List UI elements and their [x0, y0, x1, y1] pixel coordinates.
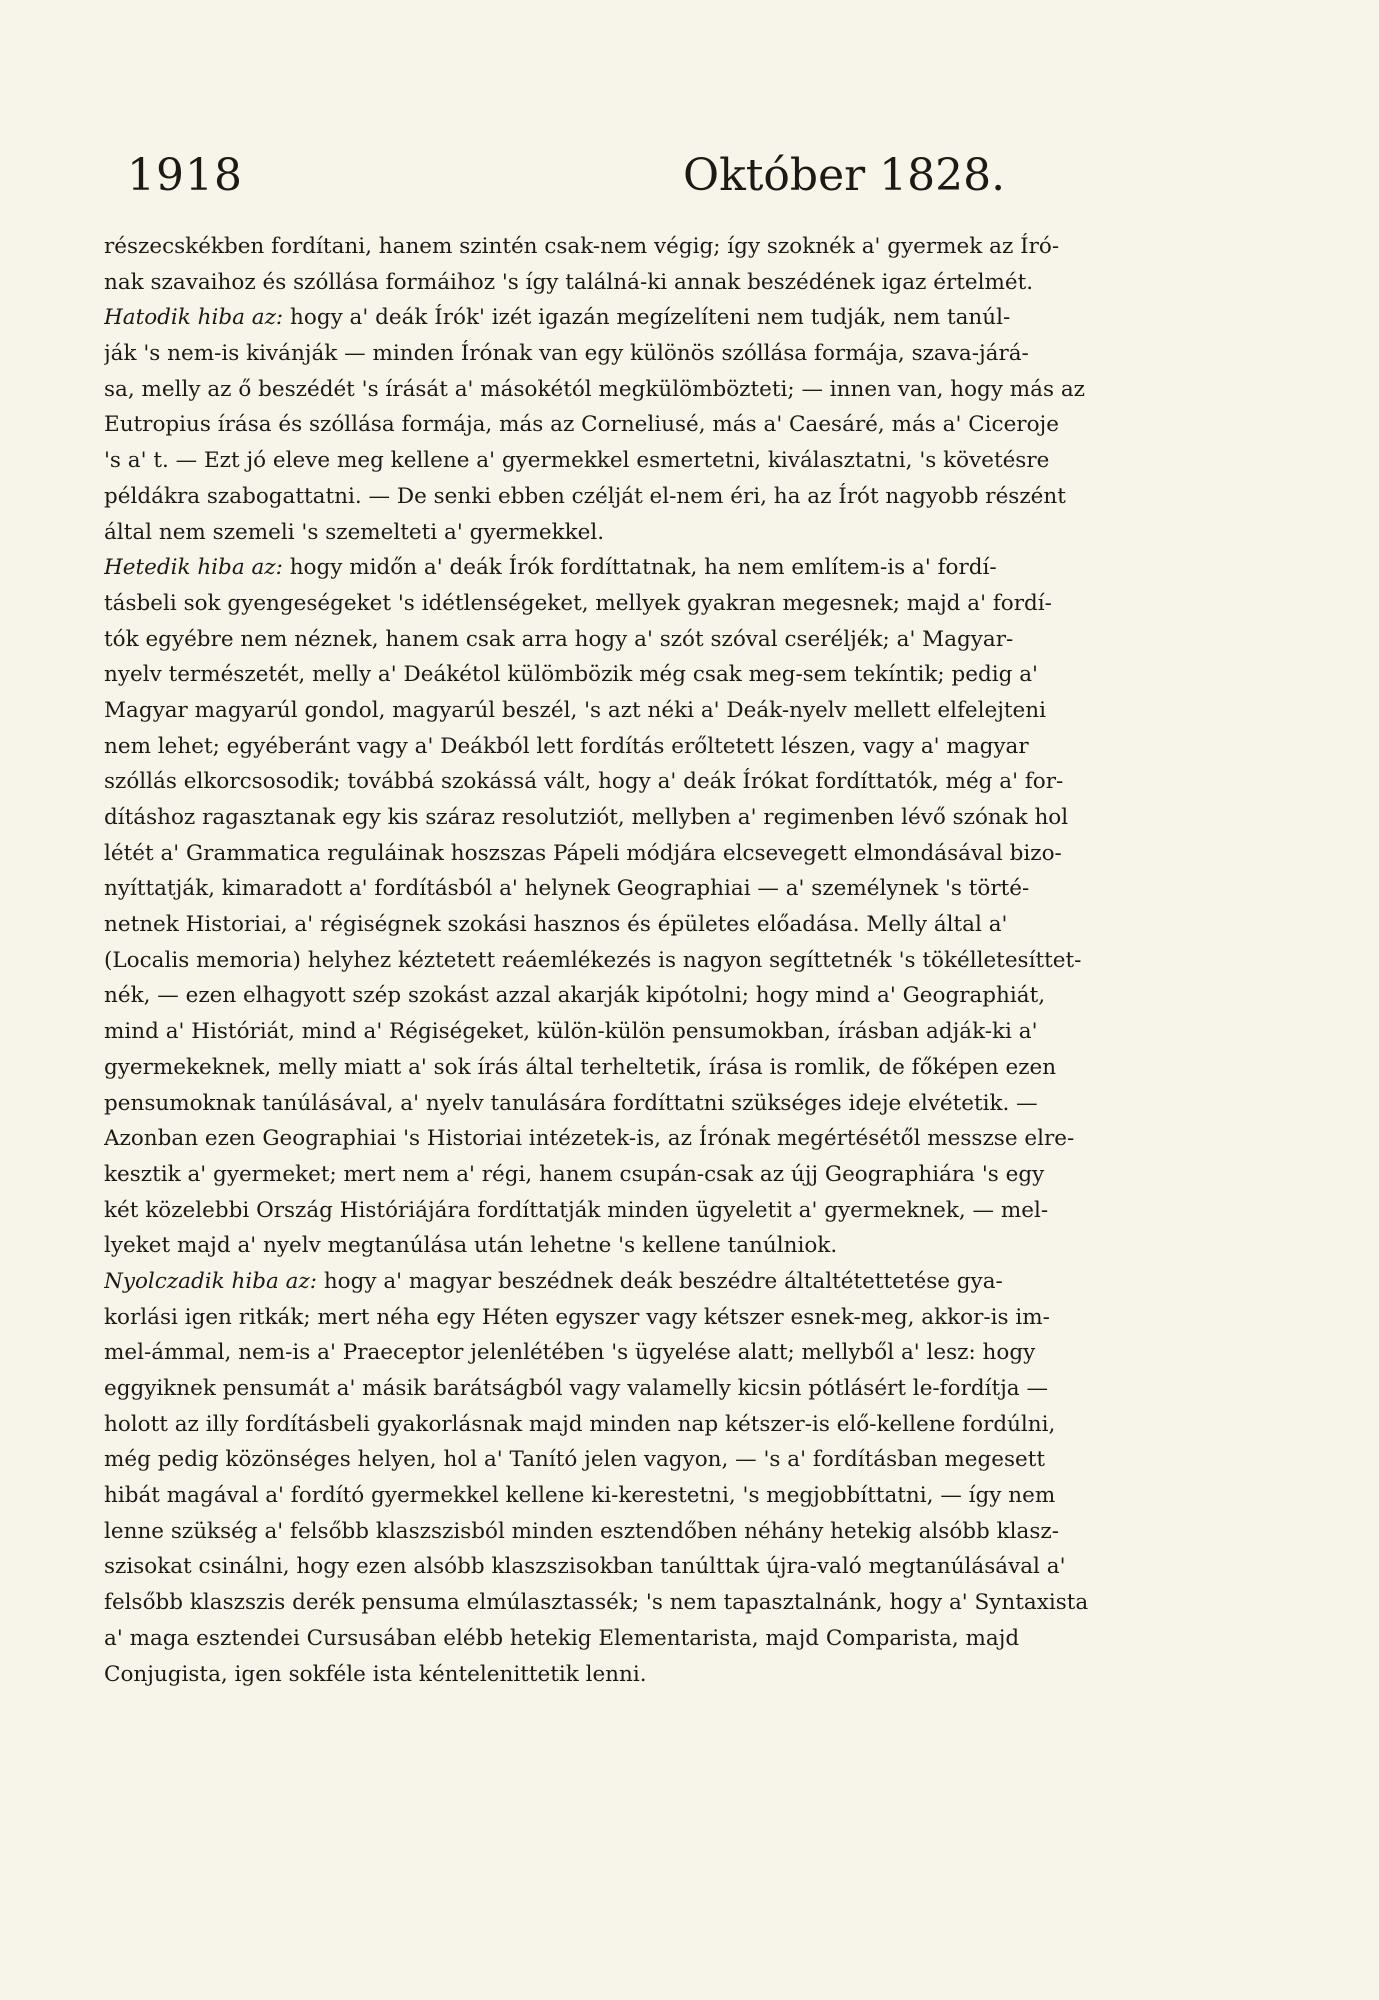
line-text: 's a' t. — Ezt jó eleve meg kellene a' gyermekkel esmertetni, kiválasztatni, 's követésre	[104, 448, 1050, 474]
line-text: által nem szemeli 's szemelteti a' gyermekkel.	[104, 519, 605, 545]
line-text: pensumoknak tanúlásával, a' nyelv tanulására fordíttatni szükséges ideje elvétetik. —	[104, 1090, 1038, 1116]
line-text: hogy a' deák Írók' izét igazán megízelíteni nem tudják, nem tanúl-	[283, 305, 1011, 331]
text-line	[104, 336, 1284, 372]
text-line	[104, 622, 1284, 658]
line-text: mind a' Históriát, mind a' Régiségeket, külön-külön pensumokban, írásban adják-ki a'	[104, 1019, 1038, 1045]
text-line	[104, 1335, 1284, 1371]
text-line	[104, 1086, 1284, 1122]
line-text: Magyar magyarúl gondol, magyarúl beszél, 's azt néki a' Deák-nyelv mellett elfelejteni	[104, 697, 1047, 723]
text-line	[104, 693, 1284, 729]
line-text: holott az illy fordításbeli gyakorlásnak majd minden nap kétszer-is elő-kellene fordúlni,	[104, 1411, 1056, 1437]
text-line	[104, 657, 1284, 693]
text-line	[104, 479, 1284, 515]
text-line	[104, 907, 1284, 943]
text-line	[104, 443, 1284, 479]
text-line	[104, 515, 1284, 551]
text-line	[104, 836, 1284, 872]
line-text: nem lehet; egyéberánt vagy a' Deákból lett fordítás erőltetett lészen, vagy a' magyar	[104, 733, 1029, 759]
line-text: szisokat csinálni, hogy ezen alsóbb klaszszisokban tanúlttak újra-való megtanúlásával a'	[104, 1554, 1066, 1580]
text-line	[104, 1300, 1284, 1336]
text-line	[104, 871, 1284, 907]
text-line	[104, 1621, 1284, 1657]
line-text: nyíttatják, kimaradott a' fordításból a' helynek Geographiai — a' személynek 's törté-	[104, 876, 1030, 902]
text-line	[104, 1193, 1284, 1229]
text-line	[104, 1478, 1284, 1514]
line-text: még pedig közönséges helyen, hol a' Tanító jelen vagyon, — 's a' fordításban megesett	[104, 1447, 1046, 1473]
text-line	[104, 1549, 1284, 1585]
line-text: lenne szükség a' felsőbb klaszszisból minden esztendőben néhány hetekig alsóbb klasz-	[104, 1518, 1059, 1544]
page-title: Október 1828.	[683, 150, 1006, 201]
line-text: mel-ámmal, nem-is a' Praeceptor jelenlétében 's ügyelése alatt; mellyből a' lesz: hogy	[104, 1340, 1036, 1366]
line-text: példákra szabogattatni. — De senki ebben czélját el-nem éri, ha az Írót nagyobb részént	[104, 483, 1066, 509]
text-line	[104, 586, 1284, 622]
text-line	[104, 1228, 1284, 1264]
text-line	[104, 800, 1284, 836]
text-line	[104, 265, 1284, 301]
text-line	[104, 300, 1284, 336]
text-line	[104, 1585, 1284, 1621]
section-lead: Hatodik hiba az:	[104, 305, 284, 331]
line-text: nék, — ezen elhagyott szép szokást azzal akarják kipótolni; hogy mind a' Geographiát,	[104, 983, 1046, 1009]
text-line	[104, 550, 1284, 586]
line-text: Eutropius írása és szóllása formája, más az Corneliusé, más a' Caesáré, más a' Ciceroje	[104, 412, 1059, 438]
line-text: Azonban ezen Geographiai 's Historiai intézetek-is, az Írónak megértésétől messzse elre-	[104, 1126, 1075, 1152]
line-text: részecskékben fordítani, hanem szintén csak-nem végig; így szoknék a' gyermek az Író-	[104, 234, 1060, 259]
line-text: Conjugista, igen sokféle ista kéntelenittetik lenni.	[104, 1661, 647, 1687]
text-line	[104, 1657, 1284, 1693]
line-text: a' maga esztendei Cursusában elébb hetekig Elementarista, majd Comparista, majd	[104, 1625, 1020, 1651]
text-line	[104, 1157, 1284, 1193]
text-line	[104, 407, 1284, 443]
line-text: hibát magával a' fordító gyermekkel kellene ki-kerestetni, 's megjobbíttatni, — így nem	[104, 1483, 1056, 1509]
line-text: eggyiknek pensumát a' másik barátságból vagy valamelly kicsin pótlásért le-fordítja —	[104, 1376, 1048, 1401]
line-text: tásbeli sok gyengeségeket 's idétlenségeket, mellyek gyakran megesnek; majd a' fordí-	[104, 590, 1052, 616]
text-line	[104, 1514, 1284, 1550]
line-text: nyelv természetét, melly a' Deákétol külömbözik még csak meg-sem tekíntik; pedig a'	[104, 662, 1038, 688]
text-line	[104, 1407, 1284, 1443]
text-line	[104, 229, 1284, 265]
section-lead: Hetedik hiba az:	[104, 555, 283, 581]
line-text: szóllás elkorcsosodik; továbbá szokássá vált, hogy a' deák Írókat fordíttatók, még a' for-	[104, 769, 1064, 795]
text-line	[104, 372, 1284, 408]
section-lead: Nyolczadik hiba az:	[104, 1268, 317, 1294]
text-line	[104, 1264, 1284, 1300]
text-line	[104, 764, 1284, 800]
text-line	[104, 1442, 1284, 1478]
text-line	[104, 729, 1284, 765]
line-text: korlási igen ritkák; mert néha egy Héten egyszer vagy kétszer esnek-meg, akkor-is im-	[104, 1304, 1050, 1330]
line-text: nak szavaihoz és szóllása formáihoz 's így találná-ki annak beszédének igaz értelmét.	[104, 269, 1034, 295]
text-line	[104, 1014, 1284, 1050]
text-line	[104, 1050, 1284, 1086]
line-text: létét a' Grammatica reguláinak hoszszas Pápeli módjára elcsevegett elmondásával bizo-	[104, 840, 1062, 866]
line-text: tók egyébre nem néznek, hanem csak arra hogy a' szót szóval cseréljék; a' Magyar-	[104, 626, 1014, 652]
line-text: ják 's nem-is kivánják — minden Írónak van egy különös szóllása formája, szava-járá-	[104, 341, 1029, 367]
text-line	[104, 1371, 1284, 1407]
line-text: felsőbb klaszszis derék pensuma elmúlasztassék; 's nem tapasztalnánk, hogy a' Syntaxista	[104, 1590, 1089, 1616]
line-text: lyeket majd a' nyelv megtanúlása után lehetne 's kellene tanúlniok.	[104, 1233, 838, 1259]
page-number: 1918	[127, 150, 243, 201]
running-header	[127, 150, 1267, 210]
line-text: kesztik a' gyermeket; mert nem a' régi, hanem csupán-csak az újj Geographiára 's egy	[104, 1161, 1045, 1187]
text-line	[104, 943, 1284, 979]
text-line	[104, 1121, 1284, 1157]
line-text: netnek Historiai, a' régiségnek szokási hasznos és épületes előadása. Melly által a'	[104, 912, 1008, 938]
text-line	[104, 978, 1284, 1014]
line-text: hogy a' magyar beszédnek deák beszédre általtétettetése gya-	[317, 1268, 1003, 1294]
line-text: dításhoz ragasztanak egy kis száraz resolutziót, mellyben a' regimenben lévő szónak hol	[104, 805, 1069, 830]
line-text: sa, melly az ő beszédét 's írását a' másokétól megkülömbözteti; — innen van, hogy más az	[104, 376, 1086, 402]
line-text: (Localis memoria) helyhez kéztetett reáemlékezés is nagyon segíttetnék 's tökélletesíttet-	[104, 947, 1082, 973]
line-text: két közelebbi Ország Históriájára fordíttatják minden ügyeletit a' gyermeknek, — mel-	[104, 1197, 1049, 1223]
line-text: hogy midőn a' deák Írók fordíttatnak, ha nem említem-is a' fordí-	[282, 555, 997, 581]
line-text: gyermekeknek, melly miatt a' sok írás által terheltetik, írása is romlik, de főképen ezen	[104, 1054, 1057, 1080]
body-text	[104, 229, 1284, 1692]
